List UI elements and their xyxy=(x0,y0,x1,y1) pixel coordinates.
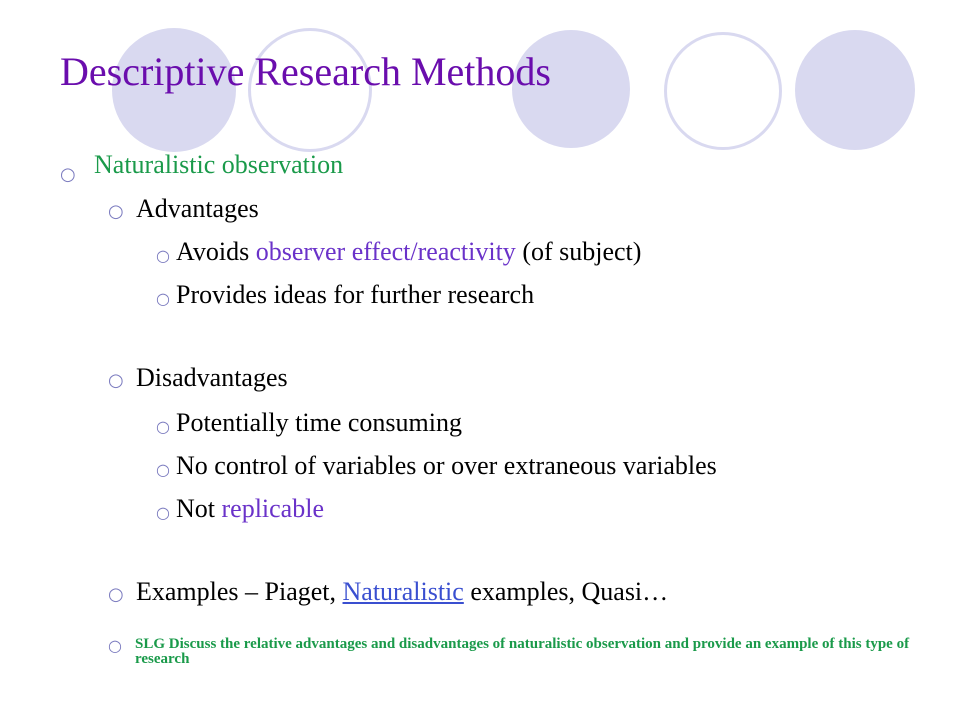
decor-circle-5 xyxy=(795,30,915,150)
bullet-circle-icon: ○ xyxy=(156,503,170,522)
bullet-circle-icon: ○ xyxy=(156,289,170,308)
slg-note: SLG Discuss the relative advantages and disadvantages of naturalistic observation and provide an example of this type of research xyxy=(135,636,910,667)
disadvantage-3-term: replicable xyxy=(221,494,324,523)
advantage-item-1 xyxy=(176,237,641,267)
advantage-item-2: Provides ideas for further research xyxy=(176,280,535,309)
disadvantage-3-pre: Not xyxy=(176,494,222,523)
naturalistic-link[interactable]: Naturalistic xyxy=(342,577,464,606)
bullet-circle-icon: ○ xyxy=(156,417,170,436)
examples-pre: Examples – Piaget, xyxy=(136,577,343,606)
disadvantages-label: Disadvantages xyxy=(136,363,288,392)
bullet-circle-icon: ○ xyxy=(108,201,124,222)
disadvantage-item-1: Potentially time consuming xyxy=(176,408,462,437)
advantage-1-pre: Avoids xyxy=(176,237,256,266)
advantage-1-term: observer effect/reactivity xyxy=(255,237,516,266)
advantages-label: Advantages xyxy=(136,194,259,223)
advantage-1-post: (of subject) xyxy=(515,237,642,266)
decor-ring-4 xyxy=(664,32,782,150)
bullet-circle-icon: ○ xyxy=(156,460,170,479)
examples-line xyxy=(136,577,668,607)
heading-naturalistic: Naturalistic observation xyxy=(94,150,344,179)
slide-title: Descriptive Research Methods xyxy=(60,49,551,94)
examples-post: examples, Quasi… xyxy=(463,577,669,606)
disadvantage-item-3 xyxy=(176,494,324,524)
bullet-circle-icon: ○ xyxy=(60,164,76,185)
bullet-circle-icon: ○ xyxy=(108,584,124,605)
disadvantage-item-2: No control of variables or over extraneous variables xyxy=(176,451,717,480)
bullet-circle-icon: ○ xyxy=(108,636,122,655)
bullet-circle-icon: ○ xyxy=(108,370,124,391)
bullet-circle-icon: ○ xyxy=(156,246,170,265)
